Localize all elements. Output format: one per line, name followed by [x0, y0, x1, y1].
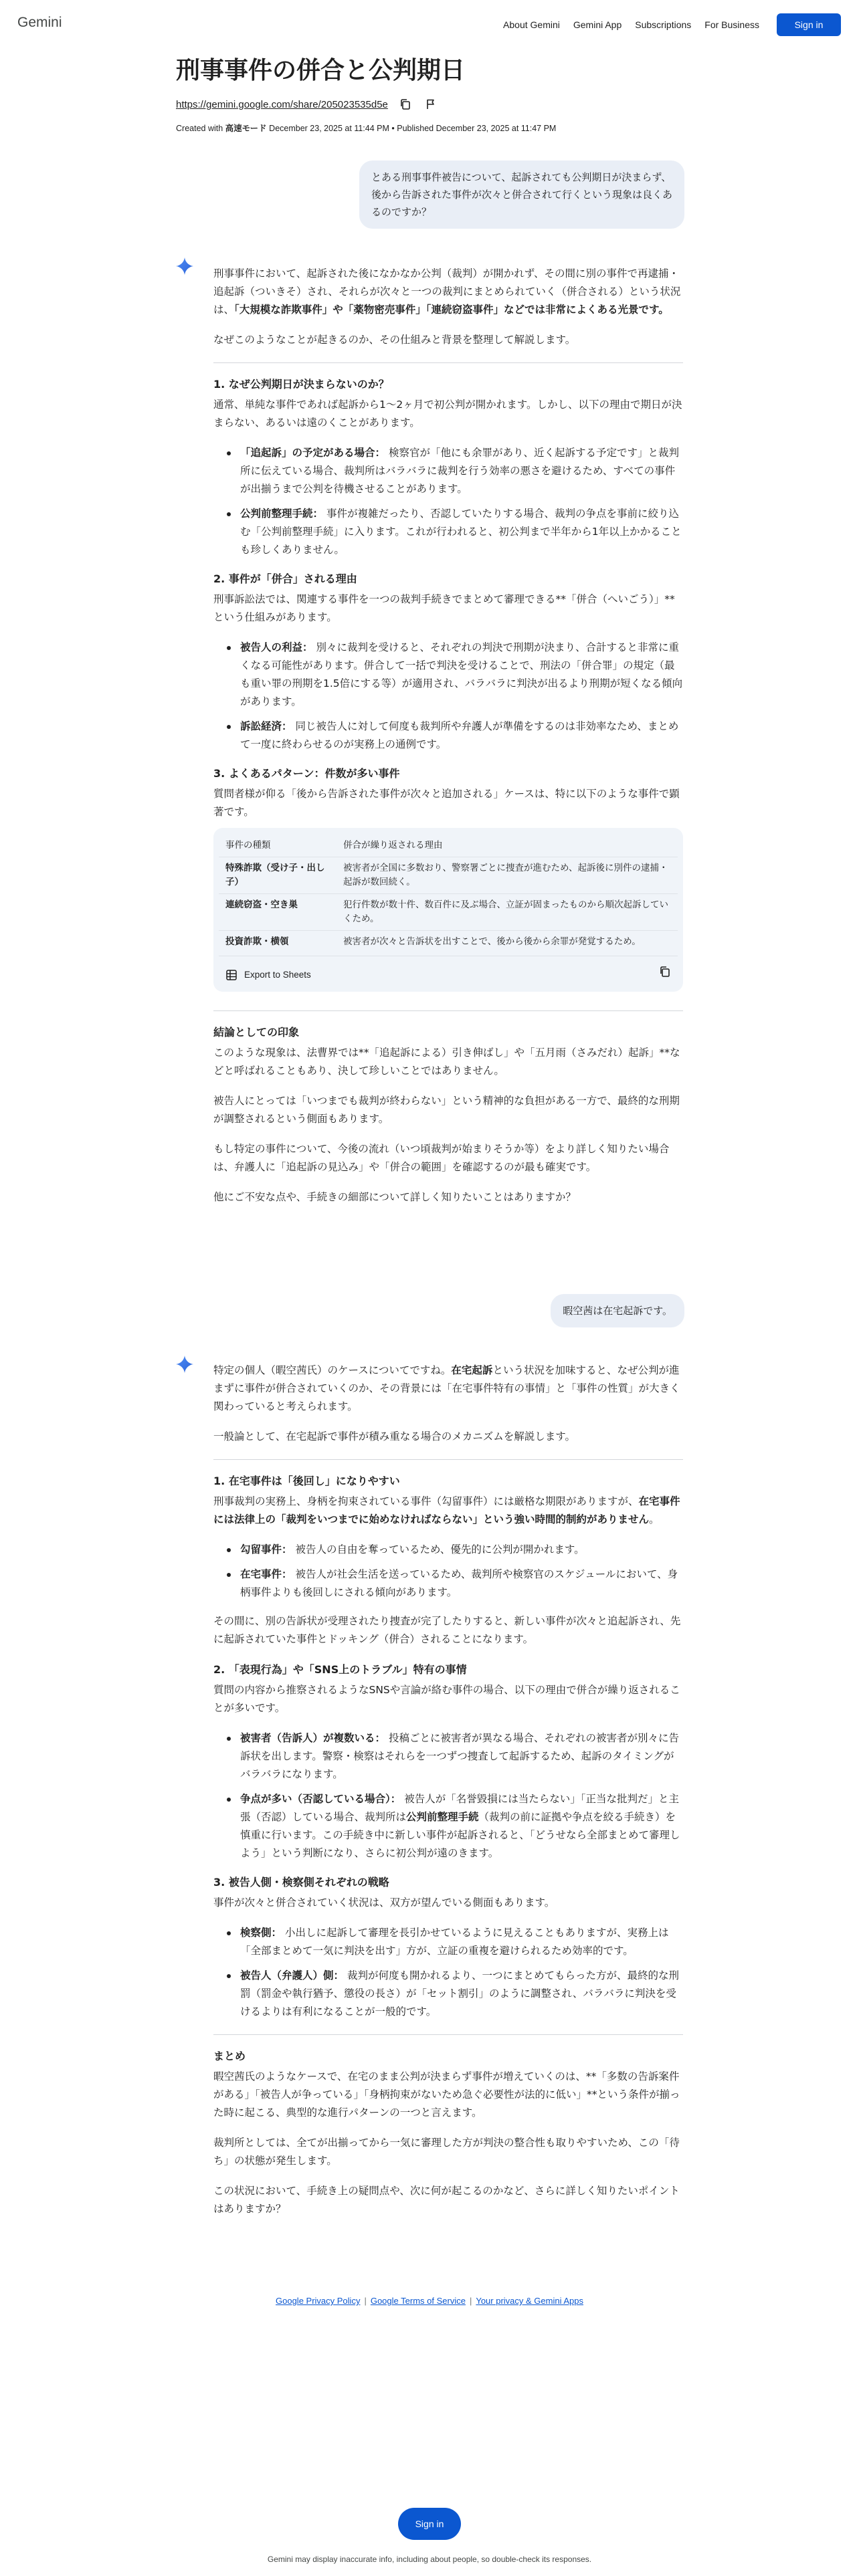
gemini-spark-icon [175, 257, 194, 276]
list-item [213, 718, 683, 754]
table-cell: 犯行件数が数十件、数百件に及ぶ場合、立証が固まったものから順次起訴していくため。 [337, 894, 678, 931]
table-cell: 投資詐欺・横領 [219, 931, 337, 954]
bullet-text: 小出しに起訴して審理を長引かせているように見えることもありますが、実務上は「全部まとめて一気に判決を出す」方が、立証の重複を避けられるため効率的です。 [240, 1927, 669, 1957]
bullet-text: 被告人が社会生活を送っているため、裁判所や検察官のスケジュールにおいて、身柄事件よりも後回しにされる傾向があります。 [240, 1568, 678, 1598]
section-paragraph: 被告人にとっては「いつまでも裁判が終わらない」という精神的な負担がある一方で、最終的な刑期が調整されるという側面もあります。 [213, 1095, 680, 1125]
divider [213, 2034, 683, 2035]
section-paragraph: 質問の内容から推察されるようなSNSや言論が絡む事件の場合、以下の理由で併合が繰り返されることが多いです。 [213, 1684, 680, 1714]
user-message-2: 暇空茜は在宅起訴です。 [551, 1294, 684, 1327]
bullet-list [213, 639, 683, 754]
user-message-1: とある刑事事件被告について、起訴されても公判期日が決まらず、後から告訴された事件が次々と併合されて行くという現象は良くあるのですか？ [359, 160, 684, 229]
export-to-sheets-button[interactable] [225, 966, 311, 984]
bullet-text: 検察官が「他にも余罪があり、近く起訴する予定です」と裁判所に伝えている場合、裁判所はバラバラに裁判を行う効率の悪さを避けるため、すべての事件が出揃うまで公判を待機させることがあります。 [240, 447, 679, 495]
privacy-gemini-apps-link[interactable]: Your privacy & Gemini Apps [476, 2296, 583, 2306]
nav-gemini-app[interactable]: Gemini App [573, 19, 622, 30]
section-paragraph: 質問者様が仰る「後から告訴された事件が次々と追加される」ケースは、特に以下のような事件で顕著です。 [213, 788, 680, 818]
list-item [213, 1924, 683, 1960]
section-heading: 3. よくあるパターン：件数が多い事件 [213, 767, 400, 780]
privacy-policy-link[interactable]: Google Privacy Policy [276, 2296, 361, 2306]
bullet-term: 公判前整理手続： [240, 508, 324, 520]
section-heading: 3. 被告人側・検察側それぞれの戦略 [213, 1876, 389, 1889]
intro-bold: 在宅起訴 [451, 1364, 493, 1376]
terms-of-service-link[interactable]: Google Terms of Service [370, 2296, 466, 2306]
bullet-term: 被告人の利益： [240, 641, 313, 653]
model-response-2 [213, 1362, 683, 2230]
bullet-text: 事件が複雑だったり、否認していたりする場合、裁判の争点を事前に絞り込む「公判前整理手続」に入ります。これが行われると、初公判まで半年から1年以上かかることも珍しくありません。 [240, 508, 682, 556]
paragraph-text: 刑事裁判の実務上、身柄を拘束されている事件（勾留事件）には厳格な期限がありますが、 [213, 1495, 639, 1507]
top-nav [503, 13, 859, 36]
data-table-card [213, 828, 683, 992]
page-title: 刑事事件の併合と公判期日 [176, 57, 466, 84]
page-head [176, 55, 684, 134]
meta-prefix: Created with [176, 124, 223, 133]
section-paragraph: このような現象は、法曹界では**「追起訴による）引き伸ばし」や「五月雨（さみだれ）起訴」**などと呼ばれることもあり、決して珍しいことではありません。 [213, 1047, 680, 1077]
share-row [176, 96, 684, 112]
bullet-text: 被告人が「名誉毀損には当たらない」「正当な批判だ」と主張（否認）している場合、裁判所は [240, 1793, 679, 1823]
list-item [213, 1967, 683, 2021]
separator: | [469, 2296, 472, 2306]
divider [213, 1459, 683, 1460]
bullet-list [213, 444, 683, 559]
export-label: Export to Sheets [244, 970, 311, 980]
separator: | [364, 2296, 367, 2306]
section-paragraph: その間に、別の告訴状が受理されたり捜査が完了したりすると、新しい事件が次々と追起訴され、先に起訴されていた事件とドッキング（併合）されることになります。 [213, 1615, 681, 1645]
sheets-icon [225, 969, 237, 981]
nav-subscriptions[interactable]: Subscriptions [635, 19, 692, 30]
table-cell: 特殊詐欺（受け子・出し子） [219, 857, 337, 894]
bullet-term: 「追起訴」の予定がある場合： [240, 447, 386, 459]
table-header-row [219, 833, 678, 857]
share-link[interactable]: https://gemini.google.com/share/205023535d5e [176, 98, 388, 110]
bullet-term: 被害者（告訴人）が複数いる： [240, 1732, 386, 1744]
bullet-list [213, 1541, 683, 1602]
bullet-list [213, 1924, 683, 2021]
section-heading: 1. 在宅事件は「後回し」になりやすい [213, 1475, 400, 1487]
bullet-term: 在宅事件： [240, 1568, 292, 1580]
intro-text: 特定の個人（暇空茜氏）のケースについてですね。 [213, 1364, 452, 1376]
table-row [219, 931, 678, 954]
bullet-text: 投稿ごとに被害者が異なる場合、それぞれの被害者が別々に告訴状を出します。警察・検察はそれらを一つずつ捜査して起訴するため、起訴のタイミングがバラバラになります。 [240, 1732, 679, 1780]
list-item [213, 639, 683, 711]
paragraph-bold: 在宅事件には法律上の「裁判をいつまでに始めなければならない」という強い時間的制約がありません [213, 1495, 680, 1525]
table-row [219, 894, 678, 931]
meta-mode: 高速モード [225, 124, 267, 133]
copy-icon[interactable] [397, 96, 413, 112]
bullet-text: （裁判の前に証拠や争点を絞る手続き）を慎重に行います。この手続き中に新しい事件が起訴されると、「どうせなら全部まとめて審理しよう」という判断になり、さらに初公判が遠のきます。 [240, 1811, 680, 1859]
bullet-list [213, 1729, 683, 1862]
data-table [219, 833, 678, 953]
response-intro-2: なぜこのようなことが起きるのか、その仕組みと背景を整理して解説します。 [213, 334, 576, 346]
gemini-logo[interactable]: Gemini [17, 15, 62, 30]
disclaimer: Gemini may display inaccurate info, including about people, so double-check its responses. [267, 2555, 592, 2564]
response-intro [213, 265, 683, 319]
table-cell: 被害者が次々と告訴状を出すことで、後から後から余罪が発覚するため。 [337, 931, 678, 954]
intro-text: 刑事事件において、起訴された後になかなか公判（裁判）が開かれず、その間に別の事件で再逮捕・追起訴（ついきそ）され、それらが次々と一つの裁判にまとめられていく（併合される）という状況は、 [213, 267, 681, 316]
top-bar [0, 0, 859, 48]
table-cell: 被害者が全国に多数おり、警察署ごとに捜査が進むため、起訴後に別件の逮捕・起訴が数回続く。 [337, 857, 678, 894]
intro-text: という状況を加味すると、なぜ公判が進まずに事件が併合されていくのか、その背景には「在宅事件特有の事情」と「事件の性質」が大きく関わっていると考えられます。 [213, 1364, 680, 1412]
section-paragraph: この状況において、手続き上の疑問点や、次に何が起こるのかなど、さらに詳しく知りたいポイントはありますか？ [213, 2185, 680, 2215]
section-heading: 結論としての印象 [213, 1026, 300, 1039]
copy-table-icon[interactable] [659, 966, 671, 984]
bullet-term: 訴訟経済： [240, 720, 292, 732]
section-paragraph: 通常、単純な事件であれば起訴から1〜2ヶ月で初公判が開かれます。しかし、以下の理由で期日が決まらない、あるいは遠のくことがあります。 [213, 399, 682, 429]
intro-bold: 「大規模な詐欺事件」や「薬物密売事件」「連続窃盗事件」などでは非常によくある光景です。 [234, 304, 669, 316]
section-heading: 1. なぜ公判期日が決まらないのか？ [213, 378, 389, 391]
list-item [213, 1566, 683, 1602]
paragraph-text: 。 [649, 1513, 660, 1525]
sign-in-bottom-button[interactable]: Sign in [398, 2508, 461, 2540]
section-heading: 2. 事件が「併合」される理由 [213, 572, 357, 585]
table-footer [219, 956, 678, 988]
section-heading: 2. 「表現行為」や「SNS上のトラブル」特有の事情 [213, 1663, 467, 1676]
response-intro-2: 一般論として、在宅起訴で事件が積み重なる場合のメカニズムを解説します。 [213, 1430, 575, 1442]
bullet-bold: 公判前整理手続 [406, 1811, 479, 1823]
section-paragraph: 刑事訴訟法では、関連する事件を一つの裁判手続きでまとめて審理できる**「併合（へいごう）」**という仕組みがあります。 [213, 593, 675, 623]
nav-about-gemini[interactable]: About Gemini [503, 19, 560, 30]
bullet-term: 検察側： [240, 1927, 282, 1939]
bullet-term: 争点が多い（否認している場合）： [240, 1793, 401, 1805]
model-response-1 [213, 265, 683, 1218]
section-paragraph: もし特定の事件について、今後の流れ（いつ頃裁判が始まりそうか等）をより詳しく知りたい場合は、弁護人に「追起訴の見込み」や「併合の範囲」を確認するのが最も確実です。 [213, 1143, 670, 1173]
response-intro [213, 1362, 683, 1416]
list-item [213, 1541, 683, 1559]
gemini-spark-icon [175, 1355, 194, 1374]
list-item [213, 444, 683, 498]
bullet-text: 被告人の自由を奪っているため、優先的に公判が開かれます。 [292, 1543, 585, 1555]
bullet-text: 別々に裁判を受けると、それぞれの判決で刑期が決まり、合計すると非常に重くなる可能性があります。併合して一括で判決を受けることで、刑法の「併合罪」の規定（最も重い罪の刑期を1.5倍にする等）が適用され、バラバラに判決が出るより刑期が短くなる傾向があります。 [240, 641, 683, 708]
nav-for-business[interactable]: For Business [704, 19, 759, 30]
section-paragraph: 裁判所としては、全てが出揃ってから一気に審理した方が判決の整合性も取りやすいため、この「待ち」の状態が発生します。 [213, 2137, 680, 2167]
bullet-term: 勾留事件： [240, 1543, 292, 1555]
table-row [219, 857, 678, 894]
section-paragraph [213, 1493, 683, 1529]
bullet-text: 同じ被告人に対して何度も裁判所や弁護人が準備をするのは非効率なため、まとめて一度に終わらせるのが実務上の通例です。 [240, 720, 679, 750]
bullet-term: 被告人（弁護人）側： [240, 1969, 345, 1981]
bullet-text: 裁判が何度も開かれるより、一つにまとめてもらった方が、最終的な刑罰（罰金や執行猶予、懲役の長さ）が「セット割引」のように調整され、バラバラに判決を受けるよりは有利になることが一般的です。 [240, 1969, 679, 2018]
footer-links [0, 2296, 859, 2306]
flag-icon[interactable] [423, 96, 439, 112]
divider [213, 1010, 683, 1011]
section-heading: まとめ [213, 2050, 246, 2062]
section-paragraph: 暇空茜氏のようなケースで、在宅のまま公判が決まらず事件が増えていくのは、**「多数の告訴案件がある」「被告人が争っている」「身柄拘束がないため急ぐ必要性が法的に低い」**という条件が揃った時に起こる、典型的な進行パターンの一つと言えます。 [213, 2070, 680, 2119]
meta-row [176, 122, 684, 134]
table-header: 併合が繰り返される理由 [343, 840, 443, 851]
list-item [213, 1790, 683, 1862]
sign-in-button[interactable]: Sign in [777, 13, 841, 36]
list-item [213, 505, 683, 559]
section-paragraph: 他にご不安な点や、手続きの細部について詳しく知りたいことはありますか？ [213, 1191, 576, 1203]
table-header: 事件の種類 [225, 840, 271, 851]
section-paragraph: 事件が次々と併合されていく状況は、双方が望んでいる側面もあります。 [213, 1897, 555, 1909]
table-cell: 連続窃盗・空き巣 [219, 894, 337, 931]
divider [213, 362, 683, 363]
list-item [213, 1729, 683, 1784]
meta-dates: December 23, 2025 at 11:44 PM • Published December 23, 2025 at 11:47 PM [269, 124, 557, 133]
